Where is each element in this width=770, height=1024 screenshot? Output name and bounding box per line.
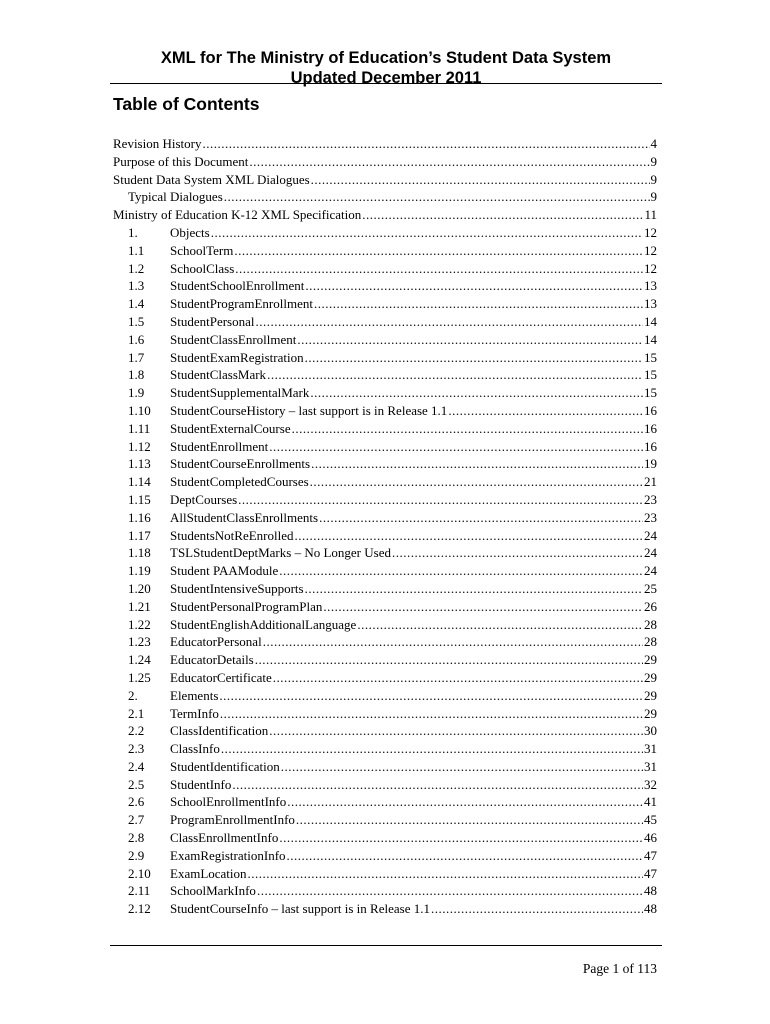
toc-entry-page[interactable]: 31 <box>644 741 657 757</box>
toc-dot-leader <box>269 722 643 740</box>
toc-dot-leader <box>257 882 643 900</box>
toc-entry-page[interactable]: 24 <box>644 527 657 543</box>
toc-entry-page[interactable]: 28 <box>644 616 657 632</box>
toc-entry-title[interactable]: Purpose of this Document <box>113 153 249 169</box>
toc-entry-page[interactable]: 46 <box>644 830 657 846</box>
toc-entry-page[interactable]: 11 <box>644 207 657 223</box>
toc-entry-page[interactable]: 16 <box>644 438 657 454</box>
toc-entry-title[interactable]: StudentSchoolEnrollment <box>170 278 305 294</box>
toc-entry-number: 1.8 <box>128 367 145 383</box>
toc-entry-number: 2.8 <box>128 830 145 846</box>
toc-entry[interactable] <box>113 633 657 651</box>
toc-entry-title[interactable]: AllStudentClassEnrollments <box>170 509 319 525</box>
toc-entry-page[interactable]: 9 <box>650 153 657 169</box>
toc-entry-title[interactable]: ClassIdentification <box>170 723 269 739</box>
toc-entry-page[interactable]: 12 <box>644 242 657 258</box>
toc-entry[interactable] <box>113 331 657 349</box>
table-of-contents <box>113 135 657 918</box>
toc-entry-title[interactable]: EducatorPersonal <box>170 634 262 650</box>
toc-dot-leader <box>305 349 643 367</box>
toc-dot-leader <box>273 669 643 687</box>
toc-entry-title[interactable]: StudentSupplementalMark <box>170 385 310 401</box>
toc-entry[interactable] <box>113 455 657 473</box>
toc-entry-title[interactable]: StudentClassEnrollment <box>170 331 297 347</box>
toc-dot-leader <box>211 224 643 242</box>
toc-entry-title[interactable]: StudentCourseEnrollments <box>170 456 311 472</box>
toc-entry[interactable] <box>113 687 657 705</box>
toc-entry-page[interactable]: 14 <box>644 331 657 347</box>
toc-entry-number: 2.6 <box>128 794 145 810</box>
toc-dot-leader <box>310 473 643 491</box>
toc-entry[interactable] <box>113 562 657 580</box>
toc-entry-title[interactable]: StudentExamRegistration <box>170 349 304 365</box>
toc-entry-title[interactable]: StudentEnglishAdditionalLanguage <box>170 616 357 632</box>
toc-dot-leader <box>255 651 643 669</box>
toc-entry-page[interactable]: 23 <box>644 509 657 525</box>
toc-entry-title[interactable]: Elements <box>170 687 219 703</box>
toc-entry-number: 2.10 <box>128 865 151 881</box>
toc-dot-leader <box>295 527 644 545</box>
toc-entry[interactable] <box>113 135 657 153</box>
toc-entry-page[interactable]: 48 <box>644 901 657 917</box>
toc-entry-number: 1.18 <box>128 545 151 561</box>
toc-entry-title[interactable]: ExamRegistrationInfo <box>170 847 286 863</box>
toc-dot-leader <box>263 633 643 651</box>
toc-dot-leader <box>219 687 643 705</box>
toc-entry[interactable] <box>113 651 657 669</box>
toc-entry-number: 1.11 <box>128 420 151 436</box>
toc-entry-number: 1.23 <box>128 634 151 650</box>
toc-entry-title[interactable]: ProgramEnrollmentInfo <box>170 812 295 828</box>
toc-entry[interactable] <box>113 509 657 527</box>
toc-entry[interactable] <box>113 580 657 598</box>
toc-dot-leader <box>224 188 650 206</box>
toc-entry-number: 1.22 <box>128 616 151 632</box>
toc-entry-title[interactable]: SchoolMarkInfo <box>170 883 256 899</box>
toc-entry-page[interactable]: 31 <box>644 758 657 774</box>
toc-entry-title[interactable]: StudentCourseInfo – last support is in Release 1.1 <box>170 901 430 917</box>
toc-entry-page[interactable]: 4 <box>650 136 657 151</box>
toc-entry-number: 1.13 <box>128 456 151 472</box>
toc-dot-leader <box>238 491 643 509</box>
toc-entry-title[interactable]: StudentIntensiveSupports <box>170 580 304 596</box>
toc-entry-number: 1.14 <box>128 474 151 490</box>
toc-entry-page[interactable]: 23 <box>644 491 657 507</box>
toc-entry-number: 1.1 <box>128 242 145 258</box>
toc-entry-page[interactable]: 13 <box>644 296 657 312</box>
toc-dot-leader <box>234 242 643 260</box>
toc-entry[interactable] <box>113 402 657 420</box>
toc-entry[interactable] <box>113 829 657 847</box>
toc-entry-page[interactable]: 24 <box>644 563 657 579</box>
toc-entry-number: 1.10 <box>128 402 151 418</box>
header-title-line-2: Updated December 2011 <box>290 69 482 87</box>
toc-entry[interactable] <box>113 366 657 384</box>
toc-entry-number: 1.4 <box>128 296 145 312</box>
toc-entry-title[interactable]: TSLStudentDeptMarks – No Longer Used <box>170 545 391 561</box>
toc-entry-number: 1.5 <box>128 313 145 329</box>
toc-entry-title[interactable]: Student Data System XML Dialogues <box>113 171 310 187</box>
toc-entry-number: 1.15 <box>128 491 151 507</box>
toc-dot-leader <box>314 295 643 313</box>
toc-dot-leader <box>431 900 643 918</box>
toc-dot-leader <box>235 260 643 278</box>
toc-entry-page[interactable]: 25 <box>644 580 657 596</box>
toc-entry-number: 2.5 <box>128 776 145 792</box>
toc-dot-leader <box>267 366 643 384</box>
toc-entry-title[interactable]: StudentCompletedCourses <box>170 474 309 490</box>
toc-entry-page[interactable]: 41 <box>644 794 657 810</box>
toc-dot-leader <box>269 438 643 456</box>
toc-dot-leader <box>357 616 643 634</box>
toc-dot-leader <box>287 847 643 865</box>
toc-entry-page[interactable]: 9 <box>650 171 657 187</box>
toc-entry-page[interactable]: 15 <box>644 385 657 401</box>
toc-entry-page[interactable]: 16 <box>644 420 657 436</box>
toc-entry[interactable] <box>113 188 657 206</box>
toc-entry-number: 2.9 <box>128 847 145 863</box>
toc-entry[interactable] <box>113 865 657 883</box>
toc-entry-title[interactable]: StudentPersonal <box>170 313 255 329</box>
toc-entry-title[interactable]: ClassInfo <box>170 741 220 757</box>
toc-dot-leader <box>220 705 643 723</box>
toc-dot-leader <box>297 331 643 349</box>
toc-entry-page[interactable]: 9 <box>650 189 657 205</box>
toc-entry-page[interactable]: 26 <box>644 598 657 614</box>
toc-dot-leader <box>202 135 649 153</box>
toc-entry[interactable] <box>113 527 657 545</box>
toc-entry-title[interactable]: StudentProgramEnrollment <box>170 296 313 312</box>
toc-dot-leader <box>296 811 643 829</box>
toc-entry[interactable] <box>113 420 657 438</box>
toc-entry-title[interactable]: Student PAAModule <box>170 563 279 579</box>
toc-entry[interactable] <box>113 776 657 794</box>
toc-dot-leader <box>323 598 643 616</box>
toc-heading: Table of Contents <box>113 94 260 114</box>
toc-entry[interactable] <box>113 349 657 367</box>
toc-entry-title[interactable]: Ministry of Education K-12 XML Specification <box>113 207 362 223</box>
toc-entry[interactable] <box>113 171 657 189</box>
toc-entry[interactable] <box>113 260 657 278</box>
toc-entry-number: 2.4 <box>128 758 145 774</box>
toc-entry-number: 1.12 <box>128 438 151 454</box>
footer-divider <box>110 945 662 946</box>
toc-entry-page[interactable]: 29 <box>644 705 657 721</box>
toc-entry[interactable] <box>113 153 657 171</box>
toc-entry-number: 1.9 <box>128 385 145 401</box>
toc-entry-number: 1.7 <box>128 349 145 365</box>
toc-entry-page[interactable]: 16 <box>644 402 657 418</box>
toc-entry-page[interactable]: 29 <box>644 669 657 685</box>
toc-entry-title[interactable]: StudentCourseHistory – last support is in Release 1.1 <box>170 402 448 418</box>
page-number: Page 1 of 113 <box>582 961 657 976</box>
toc-entry-title[interactable]: StudentExternalCourse <box>170 420 291 436</box>
toc-entry-title[interactable]: Revision History <box>113 136 202 151</box>
toc-entry-page[interactable]: 24 <box>644 545 657 561</box>
toc-entry-title[interactable]: StudentsNotReEnrolled <box>170 527 294 543</box>
toc-dot-leader <box>248 865 643 883</box>
toc-entry-title[interactable]: StudentPersonalProgramPlan <box>170 598 323 614</box>
toc-dot-leader <box>279 562 643 580</box>
toc-entry-page[interactable]: 47 <box>644 847 657 863</box>
toc-entry-page[interactable]: 12 <box>644 260 657 276</box>
toc-dot-leader <box>292 420 643 438</box>
toc-entry-page[interactable]: 13 <box>644 278 657 294</box>
toc-dot-leader <box>287 793 643 811</box>
toc-entry-title[interactable]: TermInfo <box>170 705 219 721</box>
toc-entry-page[interactable]: 15 <box>644 367 657 383</box>
toc-dot-leader <box>279 829 643 847</box>
toc-dot-leader <box>311 455 643 473</box>
toc-entry[interactable] <box>113 242 657 260</box>
toc-entry-page[interactable]: 15 <box>644 349 657 365</box>
toc-entry[interactable] <box>113 224 657 242</box>
toc-entry-page[interactable]: 28 <box>644 634 657 650</box>
toc-entry-page[interactable]: 30 <box>644 723 657 739</box>
toc-dot-leader <box>311 171 650 189</box>
toc-entry-title[interactable]: StudentEnrollment <box>170 438 269 454</box>
toc-entry[interactable] <box>113 722 657 740</box>
toc-entry-number: 1. <box>128 224 138 240</box>
toc-entry-page[interactable]: 14 <box>644 313 657 329</box>
toc-entry-number: 2.12 <box>128 901 151 917</box>
toc-dot-leader <box>249 153 649 171</box>
toc-entry-page[interactable]: 29 <box>644 652 657 668</box>
toc-entry[interactable] <box>113 384 657 402</box>
toc-entry-title[interactable]: Objects <box>170 224 210 240</box>
header-divider <box>110 83 662 84</box>
toc-entry-page[interactable]: 47 <box>644 865 657 881</box>
toc-entry-number: 1.6 <box>128 331 145 347</box>
toc-entry[interactable] <box>113 544 657 562</box>
toc-dot-leader <box>362 206 643 224</box>
toc-dot-leader <box>232 776 643 794</box>
toc-dot-leader <box>392 544 643 562</box>
toc-entry-number: 2.2 <box>128 723 145 739</box>
toc-entry-number: 1.21 <box>128 598 151 614</box>
document-header-title <box>110 48 662 88</box>
toc-entry[interactable] <box>113 882 657 900</box>
toc-entry-page[interactable]: 21 <box>644 474 657 490</box>
toc-entry-title[interactable]: SchoolEnrollmentInfo <box>170 794 287 810</box>
toc-entry-title[interactable]: SchoolClass <box>170 260 235 276</box>
toc-entry-title[interactable]: ExamLocation <box>170 865 247 881</box>
toc-entry-title[interactable]: StudentClassMark <box>170 367 267 383</box>
toc-dot-leader <box>319 509 643 527</box>
toc-entry-page[interactable]: 19 <box>644 456 657 472</box>
toc-entry[interactable] <box>113 491 657 509</box>
toc-entry[interactable] <box>113 473 657 491</box>
toc-entry-title[interactable]: SchoolTerm <box>170 242 234 258</box>
toc-entry-title[interactable]: DeptCourses <box>170 491 238 507</box>
toc-entry[interactable] <box>113 793 657 811</box>
toc-entry-number: 2.3 <box>128 741 145 757</box>
toc-entry[interactable] <box>113 847 657 865</box>
toc-entry-number: 1.16 <box>128 509 151 525</box>
toc-dot-leader <box>281 758 643 776</box>
toc-entry-title[interactable]: EducatorDetails <box>170 652 254 668</box>
toc-entry[interactable] <box>113 669 657 687</box>
toc-entry[interactable] <box>113 277 657 295</box>
toc-entry-title[interactable]: StudentIdentification <box>170 758 280 774</box>
toc-entry[interactable] <box>113 313 657 331</box>
toc-entry[interactable] <box>113 598 657 616</box>
toc-entry[interactable] <box>113 438 657 456</box>
toc-dot-leader <box>221 740 643 758</box>
toc-entry[interactable] <box>113 705 657 723</box>
toc-entry-number: 1.2 <box>128 260 145 276</box>
toc-dot-leader <box>310 384 643 402</box>
toc-entry[interactable] <box>113 811 657 829</box>
toc-entry[interactable] <box>113 206 657 224</box>
toc-entry-number: 2.1 <box>128 705 145 721</box>
toc-entry-page[interactable]: 32 <box>644 776 657 792</box>
toc-entry-number: 1.24 <box>128 652 151 668</box>
toc-entry-title[interactable]: ClassEnrollmentInfo <box>170 830 279 846</box>
toc-entry[interactable] <box>113 295 657 313</box>
toc-dot-leader <box>305 580 643 598</box>
toc-entry-number: 1.17 <box>128 527 151 543</box>
toc-entry-number: 1.20 <box>128 580 151 596</box>
toc-entry-number: 2. <box>128 687 138 703</box>
toc-entry-page[interactable]: 45 <box>644 812 657 828</box>
toc-entry-page[interactable]: 29 <box>644 687 657 703</box>
header-title-line-1: XML for The Ministry of Education’s Student Data System <box>160 49 612 67</box>
toc-entry-title[interactable]: EducatorCertificate <box>170 669 272 685</box>
toc-dot-leader <box>256 313 644 331</box>
toc-entry[interactable] <box>113 900 657 918</box>
toc-entry-number: 1.25 <box>128 669 151 685</box>
toc-entry-page[interactable]: 12 <box>644 224 657 240</box>
toc-entry-number: 2.11 <box>128 883 151 899</box>
toc-dot-leader <box>448 402 643 420</box>
toc-entry-number: 1.19 <box>128 563 151 579</box>
toc-entry-number: 2.7 <box>128 812 145 828</box>
toc-dot-leader <box>305 277 643 295</box>
toc-entry[interactable] <box>113 758 657 776</box>
toc-entry-number: 1.3 <box>128 278 145 294</box>
toc-entry-title[interactable]: Typical Dialogues <box>128 189 223 205</box>
toc-entry-page[interactable]: 48 <box>644 883 657 899</box>
toc-entry[interactable] <box>113 616 657 634</box>
toc-entry-title[interactable]: StudentInfo <box>170 776 232 792</box>
toc-entry[interactable] <box>113 740 657 758</box>
